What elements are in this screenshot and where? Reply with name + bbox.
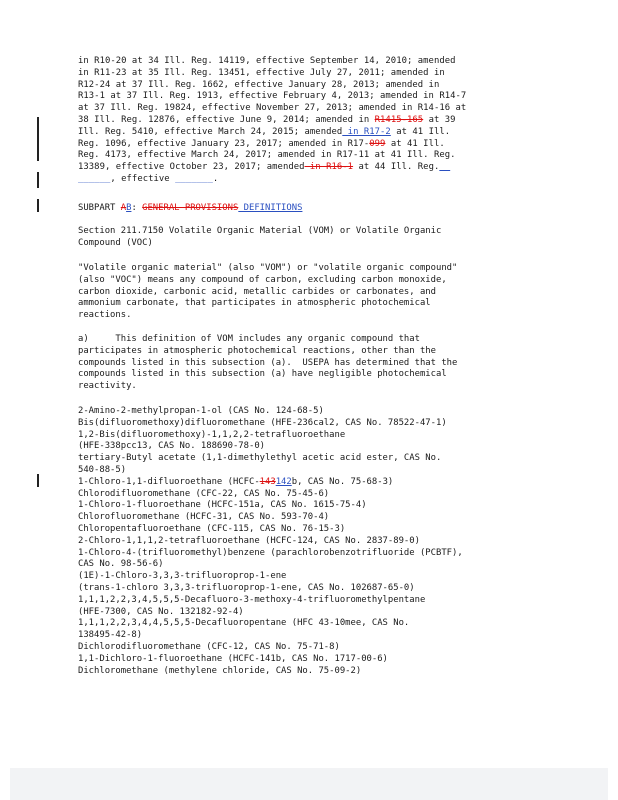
inserted-text: B <box>126 203 132 213</box>
history-line: R12-24 at 37 Ill. Reg. 1662, effective January 28, 2013; amended in <box>78 79 440 90</box>
list-item: 1,1-Dichloro-1-fluoroethane (HCFC-141b, CAS No. 1717-00-6) <box>78 653 388 664</box>
history-line: 38 Ill. Reg. 12876, effective June 9, 2014; amended in R1415-165 at 39 <box>78 114 456 125</box>
history-line: Ill. Reg. 5410, effective March 24, 2015; amended in R17-2 at 41 Ill. <box>78 126 451 137</box>
history-line: Reg. 1096, effective January 23, 2017; amended in R17-099 at 41 Ill. <box>78 138 445 149</box>
deleted-text: A <box>120 203 127 213</box>
list-item: 1,1,1,2,2,3,4,4,5,5,5-Decafluoropentane (HFC 43-10mee, CAS No. <box>78 618 410 629</box>
list-item: (trans-1-chloro 3,3,3-trifluoroprop-1-ene, CAS No. 102687-65-0) <box>78 582 415 593</box>
paragraph-line: "Volatile organic material" (also "VOM") or "volatile organic compound" <box>78 263 458 273</box>
history-line: in R11-23 at 35 Ill. Reg. 13451, effective July 27, 2011; amended in <box>78 67 445 78</box>
section-heading-line: Compound (VOC) <box>78 237 153 248</box>
inserted-text: 142 <box>275 476 292 487</box>
change-bar <box>37 117 39 161</box>
paragraph-line: compounds listed in this subsection (a) have negligible photochemical <box>78 369 447 380</box>
change-bar <box>37 199 39 212</box>
deleted-text: 143 <box>259 476 276 487</box>
list-item: Chlorodifluoromethane (CFC-22, CAS No. 75-45-6) <box>78 488 330 499</box>
history-line: R13-1 at 37 Ill. Reg. 1913, effective February 4, 2013; amended in R14-7 <box>78 91 467 102</box>
compound-list <box>78 406 463 677</box>
list-item: 1,1,1,2,2,3,4,5,5,5-Decafluoro-3-methoxy-4-trifluoromethylpentane <box>78 594 426 605</box>
paragraph-line: reactions. <box>78 310 132 321</box>
list-item: 1,2-Bis(difluoromethoxy)-1,1,2,2-tetrafluoroethane <box>78 429 346 440</box>
inserted-text: in R17-2 <box>342 126 391 137</box>
deleted-text: GENERAL PROVISIONS <box>142 203 239 213</box>
paragraph-line: participates in atmospheric photochemical reactions, other than the <box>78 345 436 356</box>
change-bar <box>37 474 39 487</box>
deleted-text: 099 <box>369 138 386 149</box>
list-item: 2-Chloro-1,1,1,2-tetrafluoroethane (HCFC-124, CAS No. 2837-89-0) <box>78 535 420 546</box>
subpart-heading: SUBPART AB: GENERAL PROVISIONS DEFINITIONS <box>78 203 303 213</box>
history-note <box>78 56 548 186</box>
history-line: at 37 Ill. Reg. 19824, effective November 27, 2013; amended in R14-16 at <box>78 103 467 114</box>
section-heading <box>78 226 441 250</box>
list-item: Dichloromethane (methylene chloride, CAS No. 75-09-2) <box>78 665 362 676</box>
history-line: in R10-20 at 34 Ill. Reg. 14119, effective September 14, 2010; amended <box>78 56 456 66</box>
list-item: 1-Chloro-1,1-difluoroethane (HCFC-143142b, CAS No. 75-68-3) <box>78 476 394 487</box>
list-item: Dichlorodifluoromethane (CFC-12, CAS No. 75-71-8) <box>78 641 340 652</box>
list-item: 1-Chloro-4-(trifluoromethyl)benzene (parachlorobenzotrifluoride (PCBTF), <box>78 547 463 558</box>
page-bottom-strip <box>10 768 608 800</box>
list-item: tertiary-Butyl acetate (1,1-dimethylethyl acetic acid ester, CAS No. <box>78 453 442 464</box>
section-heading-line: Section 211.7150 Volatile Organic Material (VOM) or Volatile Organic <box>78 226 442 236</box>
list-item: (HFE-7300, CAS No. 132182-92-4) <box>78 606 244 617</box>
paragraph-line: ammonium carbonate, that participates in atmospheric photochemical <box>78 298 431 309</box>
list-item: 2-Amino-2-methylpropan-1-ol (CAS No. 124-68-5) <box>78 406 324 416</box>
list-item: Chloropentafluoroethane (CFC-115, CAS No. 76-15-3) <box>78 523 346 534</box>
deleted-text: 165 <box>407 114 424 125</box>
list-item: CAS No. 98-56-6) <box>78 559 164 570</box>
paragraph-line: (also "VOC") means any compound of carbon, excluding carbon monoxide, <box>78 274 447 285</box>
definition-paragraph <box>78 263 457 322</box>
list-item: (1E)-1-Chloro-3,3,3-trifluoroprop-1-ene <box>78 571 287 582</box>
change-bar <box>37 172 39 188</box>
subsection-a <box>78 334 457 393</box>
list-item: Bis(difluoromethoxy)difluoromethane (HFE-236cal2, CAS No. 78522-47-1) <box>78 417 447 428</box>
history-line: Reg. 4173, effective March 24, 2017; amended in R17-11 at 41 Ill. Reg. <box>78 150 456 161</box>
deleted-text: R1415- <box>374 114 407 125</box>
list-item: 138495-42-8) <box>78 630 143 641</box>
paragraph-line: carbon dioxide, carbonic acid, metallic carbides or carbonates, and <box>78 286 436 297</box>
list-item: 540-88-5) <box>78 464 127 475</box>
history-line: 13389, effective October 23, 2017; amended in R16-1 at 44 Ill. Reg.__ <box>78 162 451 173</box>
list-item: (HFE-338pcc13, CAS No. 188690-78-0) <box>78 441 266 452</box>
paragraph-line: a) This definition of VOM includes any organic compound that <box>78 334 420 344</box>
list-item: Chlorofluoromethane (HCFC-31, CAS No. 593-70-4) <box>78 512 330 523</box>
history-line: ______, effective _______. <box>78 173 219 184</box>
paragraph-line: compounds listed in this subsection (a). USEPA has determined that the <box>78 357 458 368</box>
deleted-text: in R16-1 <box>304 162 354 173</box>
inserted-text: DEFINITIONS <box>238 203 303 213</box>
list-item: 1-Chloro-1-fluoroethane (HCFC-151a, CAS No. 1615-75-4) <box>78 500 367 511</box>
paragraph-line: reactivity. <box>78 381 137 392</box>
inserted-text: __ <box>439 162 451 173</box>
